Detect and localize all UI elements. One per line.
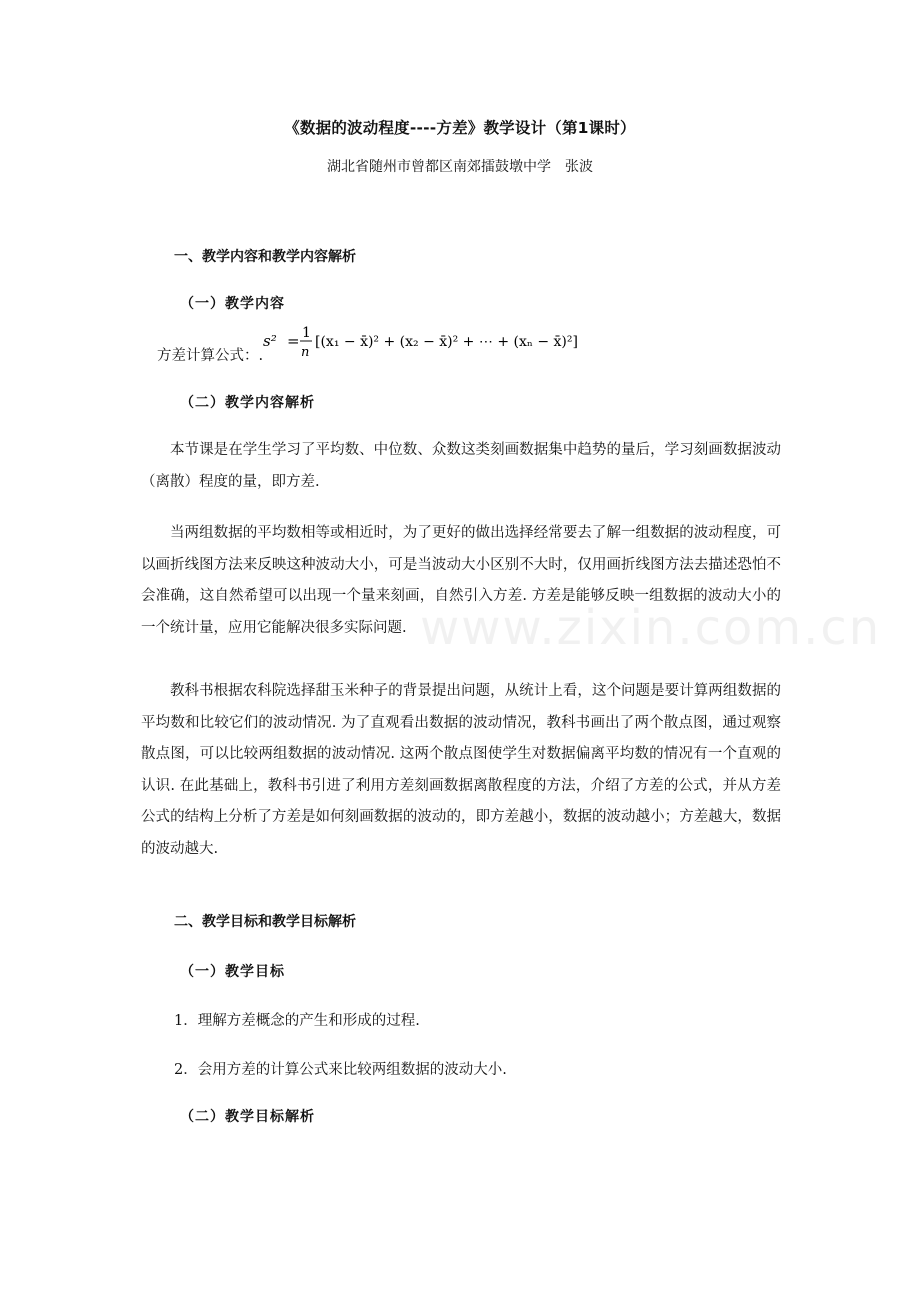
subsection-heading-goal-analysis: （二）教学目标解析 — [180, 1109, 315, 1125]
paragraph-2: 当两组数据的平均数相等或相近时，为了更好的做出选择经常要去了解一组数据的波动程度，可以画折线图方法来反映这种波动大小，可是当波动大小区别不大时，仅用画折线图方法去描述恐怕不会准确，这自然希望可以出现一个量来刻画，自然引入方差. 方差是能够反映一组数据的波动大小的一个统计量，应用它能解决很多实际问题. — [141, 525, 781, 636]
variance-formula — [261, 322, 601, 362]
formula-numerator: 1 — [302, 325, 311, 341]
goal-item-1: 1．理解方差概念的产生和形成的过程. — [174, 1013, 420, 1029]
subsection-heading-goals: （一）教学目标 — [180, 964, 285, 980]
formula-denominator: n — [301, 345, 310, 360]
formula-row — [157, 322, 757, 362]
document-author: 湖北省随州市曾都区南郊擂鼓墩中学 张波 — [327, 159, 593, 175]
section-heading-goals: 二、教学目标和教学目标解析 — [174, 914, 356, 930]
paragraph-1: 本节课是在学生学习了平均数、中位数、众数这类刻画数据集中趋势的量后，学习刻画数据波动（离散）程度的量，即方差. — [141, 442, 781, 490]
subsection-heading-teaching-content: （一）教学内容 — [180, 296, 285, 312]
formula-lhs: s² — [263, 332, 277, 350]
formula-label: 方差计算公式：. — [157, 348, 264, 364]
subsection-heading-content-analysis: （二）教学内容解析 — [180, 395, 315, 411]
section-heading-content: 一、教学内容和教学内容解析 — [174, 249, 356, 265]
formula-rhs: [(x₁ − x̄)² + (x₂ − x̄)² + ⋯ + (xₙ − x̄)²] — [315, 334, 578, 350]
svg-text:=: = — [287, 332, 300, 350]
paragraph-3: 教科书根据农科院选择甜玉米种子的背景提出问题，从统计上看，这个问题是要计算两组数据的平均数和比较它们的波动情况. 为了直观看出数据的波动情况，教科书画出了两个散点图，通过观察散点图，可以比较两组数据的波动情况. 这两个散点图使学生对数据偏离平均数的情况有一个直观的认识. 在此基础上，教科书引进了利用方差刻画数据离散程度的方法，介绍了方差的公式，并从方差公式的结构上分析了方差是如何刻画数据的波动的，即方差越小，数据的波动越小；方差越大，数据的波动越大. — [141, 683, 781, 857]
document-title: 《数据的波动程度----方差》教学设计（第1课时） — [284, 119, 636, 137]
watermark: www.zixin.com.cn — [420, 600, 882, 656]
goal-item-2: 2．会用方差的计算公式来比较两组数据的波动大小. — [174, 1062, 507, 1078]
